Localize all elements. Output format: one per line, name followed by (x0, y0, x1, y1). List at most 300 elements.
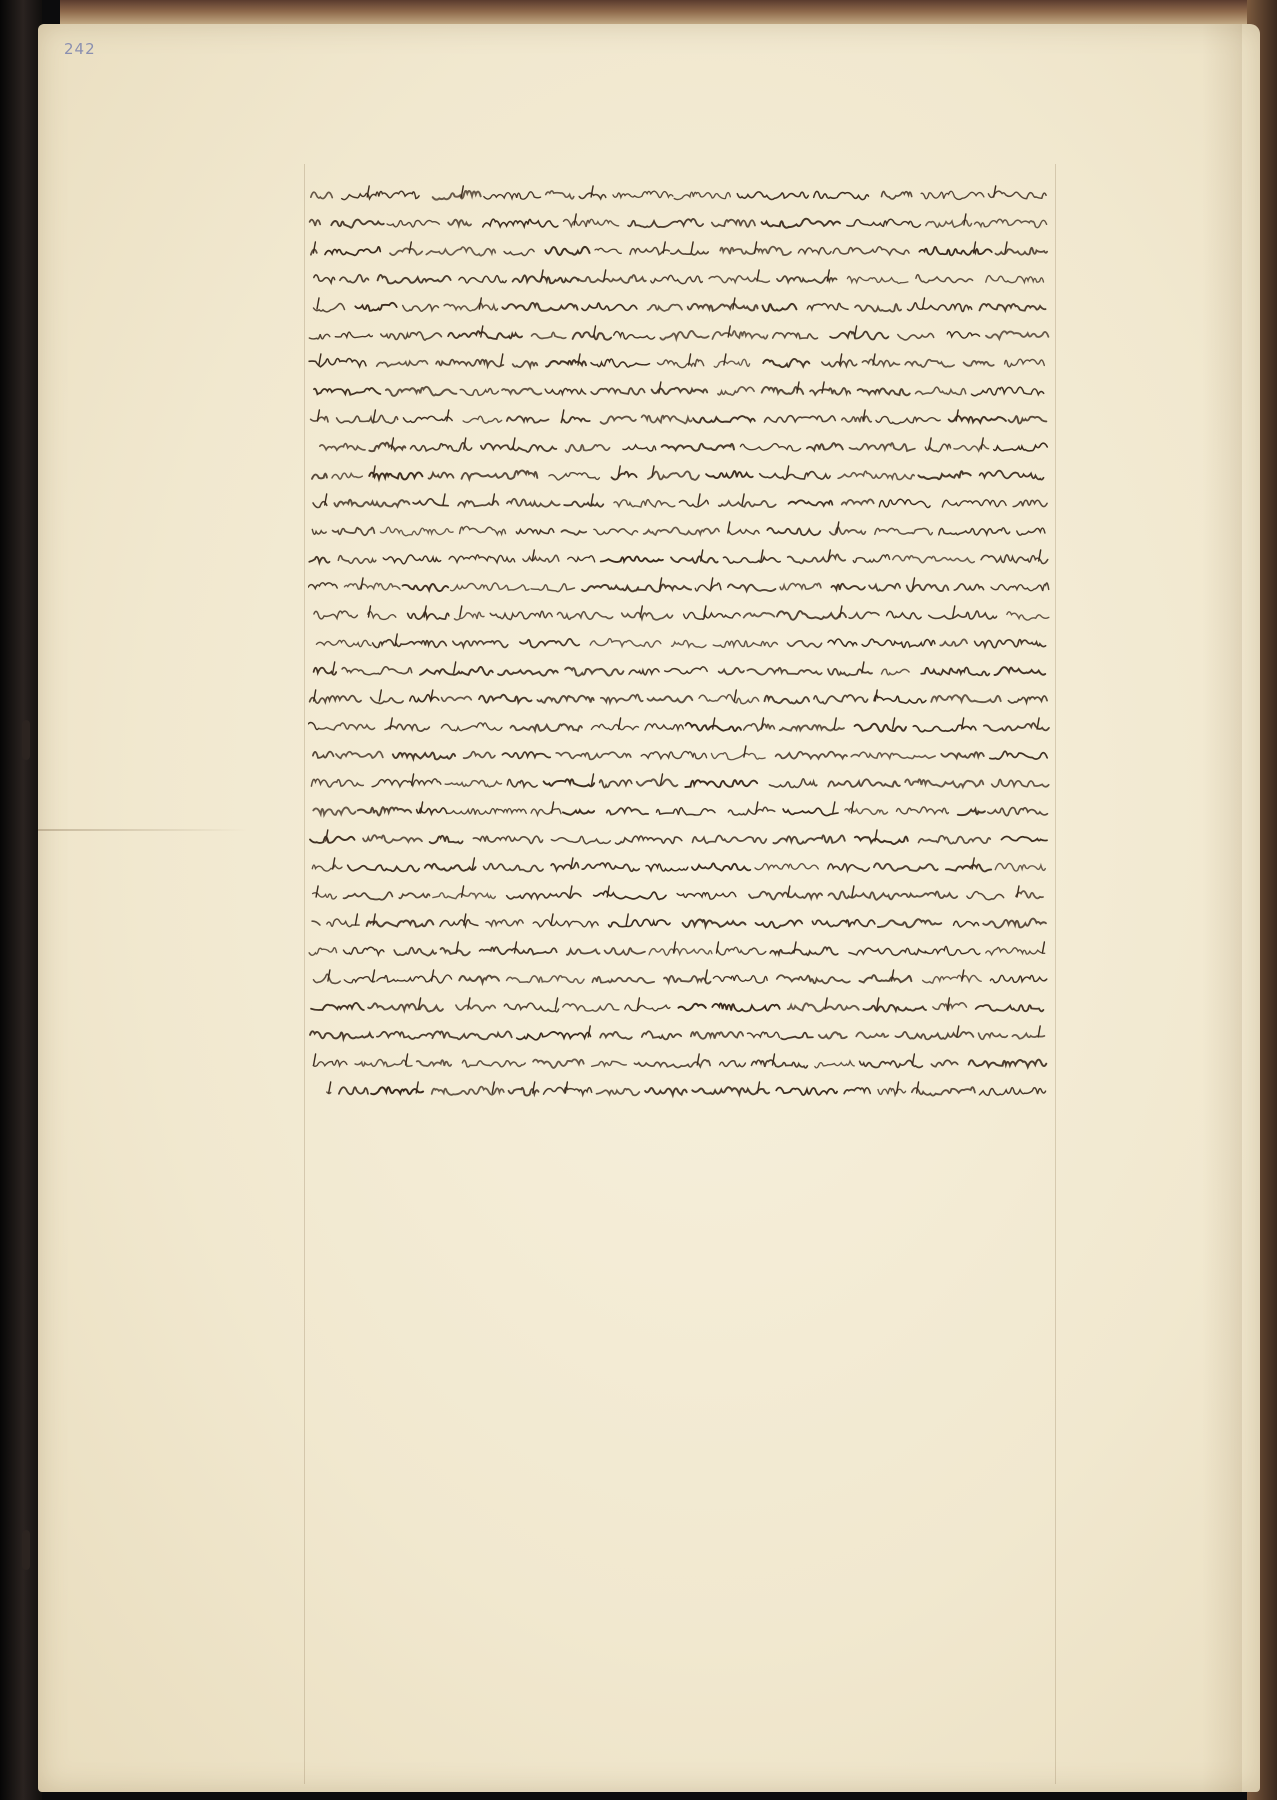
handwritten-word (507, 976, 584, 984)
handwriting-scribble (308, 434, 1053, 459)
handwritten-word (645, 724, 683, 730)
handwritten-word (807, 303, 848, 309)
handwritten-word (368, 1003, 443, 1011)
handwritten-word (712, 1003, 779, 1011)
handwritten-word (507, 416, 549, 422)
handwritten-word (860, 975, 912, 982)
handwritten-word (737, 192, 808, 200)
handwritten-word (480, 947, 557, 954)
handwritten-word (629, 669, 659, 675)
handwritten-word (992, 779, 1049, 786)
ascender-stroke (443, 494, 445, 505)
handwritten-word (459, 976, 499, 983)
handwritten-word (639, 584, 692, 591)
ascender-stroke (757, 270, 759, 281)
handwritten-word (975, 219, 1047, 227)
handwritten-word (582, 303, 637, 310)
handwritten-word (342, 667, 412, 675)
handwritten-word (456, 1005, 495, 1011)
handwritten-word (706, 471, 753, 478)
handwritten-word (313, 752, 334, 758)
handwritten-word (363, 835, 422, 843)
manuscript-line (308, 322, 1053, 347)
handwritten-word (344, 977, 375, 983)
handwritten-word (773, 333, 818, 339)
handwritten-word (828, 779, 900, 786)
manuscript-line (308, 574, 1053, 599)
ascender-stroke (1017, 886, 1019, 897)
ascender-stroke (691, 242, 693, 253)
handwritten-word (549, 473, 599, 480)
handwritten-word (822, 360, 857, 367)
handwriting-scribble (308, 210, 1053, 235)
manuscript-line (308, 294, 1053, 319)
handwritten-word (724, 557, 781, 563)
handwriting-scribble (308, 294, 1053, 319)
ascender-stroke (552, 802, 554, 813)
handwritten-word (311, 1003, 364, 1010)
handwritten-word (672, 640, 707, 647)
ascender-stroke (834, 718, 836, 729)
ascender-stroke (663, 242, 665, 253)
handwritten-word (504, 1003, 558, 1012)
handwritten-word (403, 304, 439, 311)
handwritten-word (432, 1031, 511, 1039)
handwritten-word (460, 389, 498, 396)
handwritten-word (929, 611, 997, 619)
handwritten-word (557, 612, 612, 620)
handwritten-word (607, 807, 649, 814)
handwritten-word (878, 919, 941, 927)
handwritten-word (433, 191, 481, 200)
handwritten-word (658, 359, 704, 367)
handwritten-word (748, 1032, 780, 1037)
handwritten-word (544, 1087, 592, 1094)
handwriting-scribble (308, 1050, 1053, 1075)
handwritten-word (546, 360, 586, 366)
handwritten-word (516, 528, 553, 534)
handwritten-word (601, 694, 643, 702)
handwritten-word (355, 303, 396, 311)
handwritten-word (483, 219, 558, 227)
handwritten-word (473, 836, 542, 843)
handwritten-word (358, 807, 411, 815)
handwritten-word (893, 556, 975, 563)
handwritten-word (875, 528, 933, 534)
handwritten-word (1013, 500, 1047, 506)
handwritten-word (679, 1004, 706, 1010)
handwritten-word (380, 527, 453, 536)
handwritten-word (344, 947, 384, 954)
handwritten-word (695, 583, 721, 591)
handwritten-word (660, 331, 708, 340)
ascender-stroke (447, 410, 449, 421)
handwritten-word (644, 527, 720, 535)
handwritten-word (862, 639, 935, 647)
handwriting-scribble (308, 518, 1053, 543)
handwritten-word (1017, 528, 1045, 535)
handwritten-word (342, 191, 419, 199)
handwritten-word (348, 865, 419, 871)
handwritten-word (448, 331, 522, 339)
handwritten-word (556, 752, 631, 759)
manuscript-line (308, 1050, 1053, 1075)
ascender-stroke (897, 1082, 899, 1093)
handwritten-word (976, 1005, 1044, 1011)
handwritten-word (765, 696, 810, 704)
handwritten-word (546, 191, 574, 199)
handwritten-word (882, 669, 910, 675)
handwritten-word (905, 779, 983, 787)
handwriting-scribble (308, 462, 1053, 487)
handwritten-word (454, 612, 484, 620)
handwritten-word (309, 948, 337, 956)
handwritten-word (990, 751, 1047, 759)
handwritten-word (448, 809, 527, 815)
ascender-stroke (698, 494, 700, 505)
handwritten-word (563, 1004, 619, 1011)
page-crease (38, 829, 248, 831)
handwritten-word (561, 530, 586, 535)
handwritten-word (887, 611, 922, 619)
ascender-stroke (755, 242, 757, 253)
handwritten-word (582, 863, 639, 871)
handwritten-word (651, 275, 703, 283)
handwritten-word (747, 668, 821, 675)
manuscript-line (308, 378, 1053, 403)
handwritten-word (789, 500, 833, 505)
manuscript-line (308, 518, 1053, 543)
handwritten-word (648, 305, 683, 311)
ascender-stroke (956, 410, 958, 421)
manuscript-line (308, 462, 1053, 487)
handwritten-word (369, 443, 405, 452)
handwritten-word (925, 946, 980, 955)
handwriting-scribble (308, 994, 1053, 1019)
handwritten-word (385, 724, 429, 731)
handwritten-word (312, 529, 326, 534)
handwritten-word (996, 248, 1048, 255)
handwritten-word (692, 863, 750, 870)
handwritten-word (874, 863, 938, 871)
handwritten-word (445, 780, 501, 786)
handwritten-word (649, 949, 712, 956)
ascender-stroke (390, 718, 392, 729)
handwritten-word (378, 275, 451, 283)
handwritten-word (916, 387, 966, 394)
handwritten-word (312, 865, 342, 871)
handwritten-word (336, 751, 383, 758)
handwritten-word (460, 526, 506, 534)
handwritten-word (411, 443, 472, 452)
ascender-stroke (705, 970, 707, 981)
handwritten-word (430, 836, 463, 844)
handwritten-word (502, 303, 577, 311)
manuscript-page (38, 24, 1260, 1792)
handwritten-word (567, 949, 600, 955)
handwritten-word (613, 191, 673, 197)
handwritten-word (513, 361, 538, 367)
manuscript-line (308, 1078, 1053, 1103)
handwritten-word (919, 836, 991, 844)
manuscript-line (308, 742, 1053, 767)
handwritten-word (988, 808, 1048, 816)
handwritten-word (777, 975, 850, 983)
handwritten-word (605, 948, 645, 955)
handwritten-word (994, 443, 1048, 451)
ascender-stroke (454, 662, 456, 673)
handwriting-scribble (308, 826, 1053, 851)
handwritten-word (744, 613, 775, 618)
handwritten-word (533, 1059, 584, 1068)
handwriting-scribble (308, 686, 1053, 711)
handwriting-scribble (308, 714, 1053, 739)
handwritten-word (849, 612, 879, 618)
handwritten-word (314, 611, 358, 619)
handwritten-word (566, 445, 610, 452)
handwritten-word (923, 975, 982, 983)
handwritten-word (876, 416, 940, 424)
handwritten-word (814, 695, 868, 704)
handwritten-word (851, 752, 935, 758)
handwritten-word (729, 530, 760, 535)
handwritten-word (895, 1032, 973, 1040)
handwritten-word (486, 920, 523, 926)
handwritten-word (853, 555, 889, 563)
handwritten-word (387, 220, 439, 227)
handwritten-word (319, 723, 375, 730)
handwritten-word (308, 583, 337, 589)
handwritten-word (337, 415, 398, 423)
handwritten-word (481, 444, 556, 452)
handwritten-word (313, 808, 355, 815)
handwritten-word (334, 500, 409, 507)
handwritten-word (671, 556, 718, 563)
handwritten-word (828, 669, 872, 676)
ascender-stroke (734, 690, 736, 701)
handwritten-word (464, 752, 495, 759)
handwriting-scribble (308, 378, 1053, 403)
manuscript-line (308, 630, 1053, 655)
handwritten-word (939, 528, 1010, 535)
handwritten-word (592, 977, 654, 983)
ascender-stroke (1037, 718, 1039, 729)
ascender-stroke (313, 242, 315, 253)
manuscript-line (308, 406, 1053, 431)
handwritten-word (728, 807, 774, 815)
handwritten-word (958, 809, 985, 815)
manuscript-line (308, 210, 1053, 235)
ascender-stroke (833, 802, 835, 813)
handwritten-word (531, 809, 561, 815)
handwritten-word (728, 584, 776, 591)
handwritten-word (544, 779, 595, 786)
handwriting-scribble (308, 182, 1053, 207)
fold-shadow (1202, 24, 1242, 1792)
handwritten-word (719, 501, 776, 507)
handwritten-word (764, 416, 835, 422)
handwritten-word (564, 502, 603, 507)
handwritten-word (981, 555, 1048, 564)
handwritten-word (479, 695, 531, 703)
ascender-stroke (551, 914, 553, 925)
handwritten-word (752, 1060, 808, 1068)
handwritten-word (664, 976, 711, 984)
handwritten-word (448, 220, 471, 226)
handwritten-word (578, 275, 646, 283)
handwritten-word (600, 1032, 632, 1039)
ascender-stroke (994, 186, 996, 197)
handwritten-word (756, 920, 803, 928)
manuscript-line (308, 658, 1053, 683)
ascender-stroke (317, 298, 319, 309)
handwriting-scribble (308, 770, 1053, 795)
book-top-edge (60, 0, 1270, 26)
handwritten-word (642, 1031, 681, 1039)
handwritten-word (858, 389, 910, 396)
handwriting-scribble (308, 1022, 1053, 1047)
handwritten-word (595, 248, 621, 253)
folio-number: 242 (64, 40, 96, 58)
handwritten-word (355, 1060, 412, 1067)
handwritten-word (815, 1061, 855, 1068)
handwritten-word (828, 639, 857, 646)
handwritten-word (377, 361, 428, 367)
handwritten-word (332, 473, 362, 479)
handwritten-word (399, 893, 429, 898)
ascender-stroke (742, 494, 744, 505)
handwritten-word (579, 193, 606, 199)
handwritten-word (484, 864, 543, 872)
binding-thread (22, 1530, 30, 1570)
handwritten-word (311, 779, 363, 787)
handwritten-word (776, 1087, 837, 1095)
handwritten-word (855, 304, 901, 312)
handwritten-word (807, 443, 843, 450)
ascender-stroke (953, 606, 955, 617)
handwritten-word (776, 752, 847, 759)
handwritten-word (979, 1033, 1008, 1039)
handwritten-word (684, 612, 741, 619)
ascender-stroke (797, 382, 799, 393)
handwritten-word (838, 471, 914, 479)
handwriting-scribble (308, 602, 1053, 627)
handwritten-word (312, 474, 327, 479)
handwritten-word (665, 667, 708, 674)
ascender-stroke (659, 382, 661, 393)
handwritten-word (622, 613, 673, 620)
handwritten-word (594, 891, 666, 899)
handwritten-word (641, 751, 706, 758)
ascender-stroke (912, 1054, 914, 1065)
handwritten-word (874, 695, 926, 703)
handwritten-word (532, 332, 566, 338)
handwritten-word (919, 247, 991, 255)
handwriting-scribble (308, 350, 1053, 375)
handwritten-word (645, 1088, 687, 1095)
manuscript-line (308, 938, 1053, 963)
ascender-stroke (481, 326, 483, 337)
ascender-stroke (501, 354, 503, 365)
handwritten-word (601, 416, 636, 424)
ascender-stroke (574, 214, 576, 225)
handwritten-word (931, 1060, 957, 1066)
ruling-line-right (1055, 164, 1056, 1784)
manuscript-line (308, 434, 1053, 459)
handwritten-word (762, 219, 840, 228)
handwritten-word (533, 920, 598, 927)
handwritten-word (462, 471, 538, 479)
handwritten-word (699, 695, 759, 704)
handwritten-word (913, 725, 976, 732)
handwritten-word (740, 444, 800, 451)
handwritten-word (711, 753, 765, 760)
handwritten-word (597, 1089, 640, 1096)
ascender-stroke (355, 914, 357, 925)
handwritten-word (531, 584, 574, 592)
handwritten-word (714, 359, 749, 367)
manuscript-line (308, 910, 1053, 935)
handwritten-word (545, 247, 589, 255)
handwritten-word (310, 1031, 373, 1038)
ascender-stroke (472, 858, 474, 869)
manuscript-line (308, 350, 1053, 375)
handwriting-scribble (308, 406, 1053, 431)
handwritten-word (931, 695, 1000, 702)
handwritten-word (685, 780, 757, 787)
handwritten-word (345, 583, 401, 589)
manuscript-line (308, 966, 1053, 991)
handwriting-scribble (308, 798, 1053, 823)
handwritten-word (371, 1087, 423, 1094)
ruling-line-left (304, 164, 305, 1784)
handwritten-word (969, 1060, 1047, 1067)
handwritten-word (333, 528, 375, 536)
handwritten-word (1002, 836, 1048, 841)
handwritten-word (798, 248, 831, 255)
handwritten-word (310, 696, 362, 704)
handwritten-text-block (308, 182, 1053, 1106)
handwritten-word (377, 975, 452, 983)
handwritten-word (312, 921, 320, 925)
handwritten-word (946, 864, 991, 871)
handwritten-word (770, 947, 838, 955)
ascender-stroke (855, 326, 857, 337)
ascender-stroke (406, 1054, 408, 1065)
handwritten-word (830, 332, 888, 340)
ascender-stroke (594, 326, 596, 337)
handwritten-word (788, 641, 822, 647)
handwritten-word (625, 1005, 670, 1011)
handwritten-word (502, 388, 541, 394)
ascender-stroke (513, 438, 515, 449)
handwritten-word (1007, 612, 1049, 620)
handwriting-scribble (308, 238, 1053, 263)
handwritten-word (564, 219, 619, 227)
handwritten-word (991, 583, 1049, 591)
ascender-stroke (409, 242, 411, 253)
manuscript-line (308, 882, 1053, 907)
handwritten-word (1008, 696, 1047, 703)
handwritten-word (897, 807, 949, 814)
ascender-stroke (788, 886, 790, 897)
ascender-stroke (875, 690, 877, 701)
handwritten-word (609, 919, 670, 926)
handwritten-word (954, 921, 979, 927)
handwritten-word (744, 724, 775, 731)
handwritten-word (429, 473, 454, 479)
ascender-stroke (556, 998, 558, 1009)
